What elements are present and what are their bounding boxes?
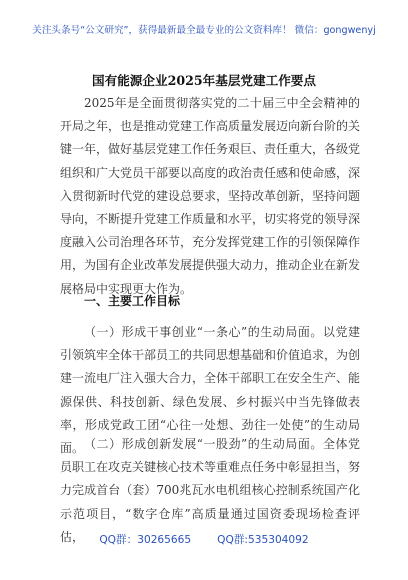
document-title: 国有能源企业2025年基层党建工作要点 [92,73,316,88]
header-promo-note: 关注头条号“公文研究”，获得最新最全最专业的公文资料库！ 微信：gongwenyj [32,25,376,36]
goal-item-1: （一）形成干事创业“一条心”的生动局面。以党建引领筑牢全体干部员工的共同思想基础和价值追求，为创建一流电厂注入强大合力，全体干部职工在安全生产、能源保供、科技创新、绿色发展、乡村振兴中当先锋做表率，形成党政工团“心往一处想、劲往一处使”的生动局面。 [60,325,361,456]
section-heading-text: 一、主要工作目标 [84,294,181,308]
footer-contacts [0,532,408,547]
intro-paragraph-block [60,92,360,301]
footer-qq-group-2: QQ群:535304092 [217,534,309,546]
footer-qq-group-1: QQ群：30265665 [99,534,192,546]
goal-item-2: （二）形成创新发展“一股劲”的生动局面。全体党员职工在攻克关键核心技术等重难点任务中彰显担当，努力完成首台（套）700兆瓦水电机组核心控制系统国产化示范项目，“数字仓库”高质量通过国资委现场检查评估， [60,437,361,544]
section-heading [60,290,360,313]
intro-paragraph: 2025年是全面贯彻落实党的二十届三中全会精神的开局之年，也是推动党建工作高质量发展迈向新台阶的关键一年，做好基层党建工作任务艰巨、责任重大，各级党组织和广大党员干部要以高度的政治责任感和使命感，深入贯彻新时代党的建设总要求，坚持改革创新，坚持问题导向，不断提升党建工作质量和水平，切实将党的领导深度融入公司治理各环节，充分发挥党建工作的引领保障作用，为国有企业改革发展提供强大动力，推动企业在新发展格局中实现更大作为。 [60,96,361,296]
